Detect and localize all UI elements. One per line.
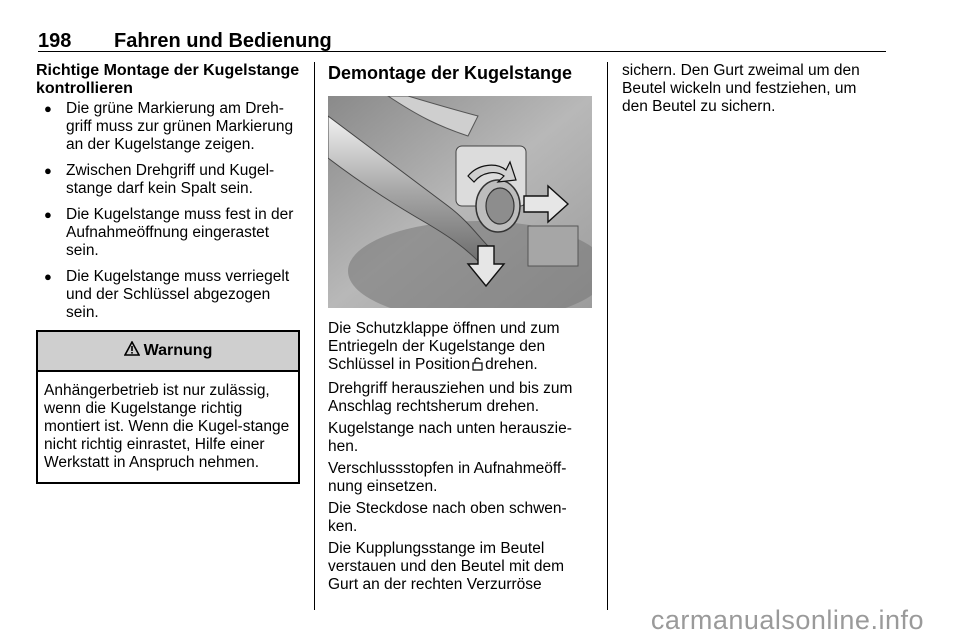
warning-title: Warnung	[143, 342, 213, 359]
tow-bar-removal-illustration	[328, 96, 592, 308]
list-item: ● Die Kugelstange muss verriegelt und der Schlüssel abgezogen sein.	[44, 268, 290, 321]
instruction-paragraph: Die Steckdose nach oben schwen-ken.	[328, 500, 567, 535]
bullet-icon: ●	[44, 163, 52, 178]
column-middle	[328, 62, 593, 598]
continuation-paragraph: sichern. Den Gurt zweimal um den Beutel wickeln und festziehen, um den Beutel zu sichern.	[622, 62, 860, 115]
page-header	[38, 30, 886, 52]
section-heading-removal: Demontage der Kugelstange	[328, 63, 573, 83]
watermark: carmanualsonline.info	[650, 605, 924, 635]
bullet-icon: ●	[44, 269, 52, 284]
column-right	[622, 62, 886, 120]
list-item: ● Die Kugelstange muss fest in der Aufnahmeöffnung eingerastet sein.	[44, 206, 294, 259]
instruction-paragraph: Die Schutzklappe öffnen und zum Entriegeln der Kugelstange den Schlüssel in Position drehen.	[328, 320, 593, 376]
instruction-paragraph: Drehgriff herausziehen und bis zum Anschlag rechtsherum drehen.	[328, 380, 573, 415]
column-divider	[314, 62, 315, 610]
bullet-icon: ●	[44, 207, 52, 222]
bullet-icon: ●	[44, 101, 52, 116]
section-heading-check-mounting: Richtige Montage der Kugelstange kontrollieren	[36, 62, 300, 97]
column-left	[36, 62, 300, 484]
warning-box	[36, 330, 300, 484]
instruction-paragraph: Kugelstange nach unten herauszie-hen.	[328, 420, 572, 455]
instruction-paragraph: Verschlussstopfen in Aufnahmeöff-nung einsetzen.	[328, 460, 567, 495]
unlocked-padlock-icon	[472, 356, 483, 376]
column-divider	[607, 62, 608, 610]
checklist	[36, 100, 300, 322]
removal-instructions	[328, 320, 593, 594]
chapter-title: Fahren und Bedienung	[114, 30, 332, 52]
instruction-paragraph: Die Kupplungsstange im Beutel verstauen und den Beutel mit dem Gurt an der rechten Verzurröse	[328, 540, 565, 593]
page-number: 198	[38, 30, 72, 52]
warning-text: Anhängerbetrieb ist nur zulässig, wenn die Kugelstange richtig montiert ist. Wenn die Kugel-stange nicht richtig einrastet, Hilfe einer Werkstatt in Anspruch nehmen.	[44, 382, 290, 471]
list-item: ● Die grüne Markierung am Dreh-griff muss zur grünen Markierung an der Kugelstange zeigen.	[44, 100, 294, 153]
list-item: ● Zwischen Drehgriff und Kugel-stange darf kein Spalt sein.	[44, 162, 275, 197]
warning-header	[38, 332, 298, 372]
warning-triangle-icon	[124, 341, 140, 361]
